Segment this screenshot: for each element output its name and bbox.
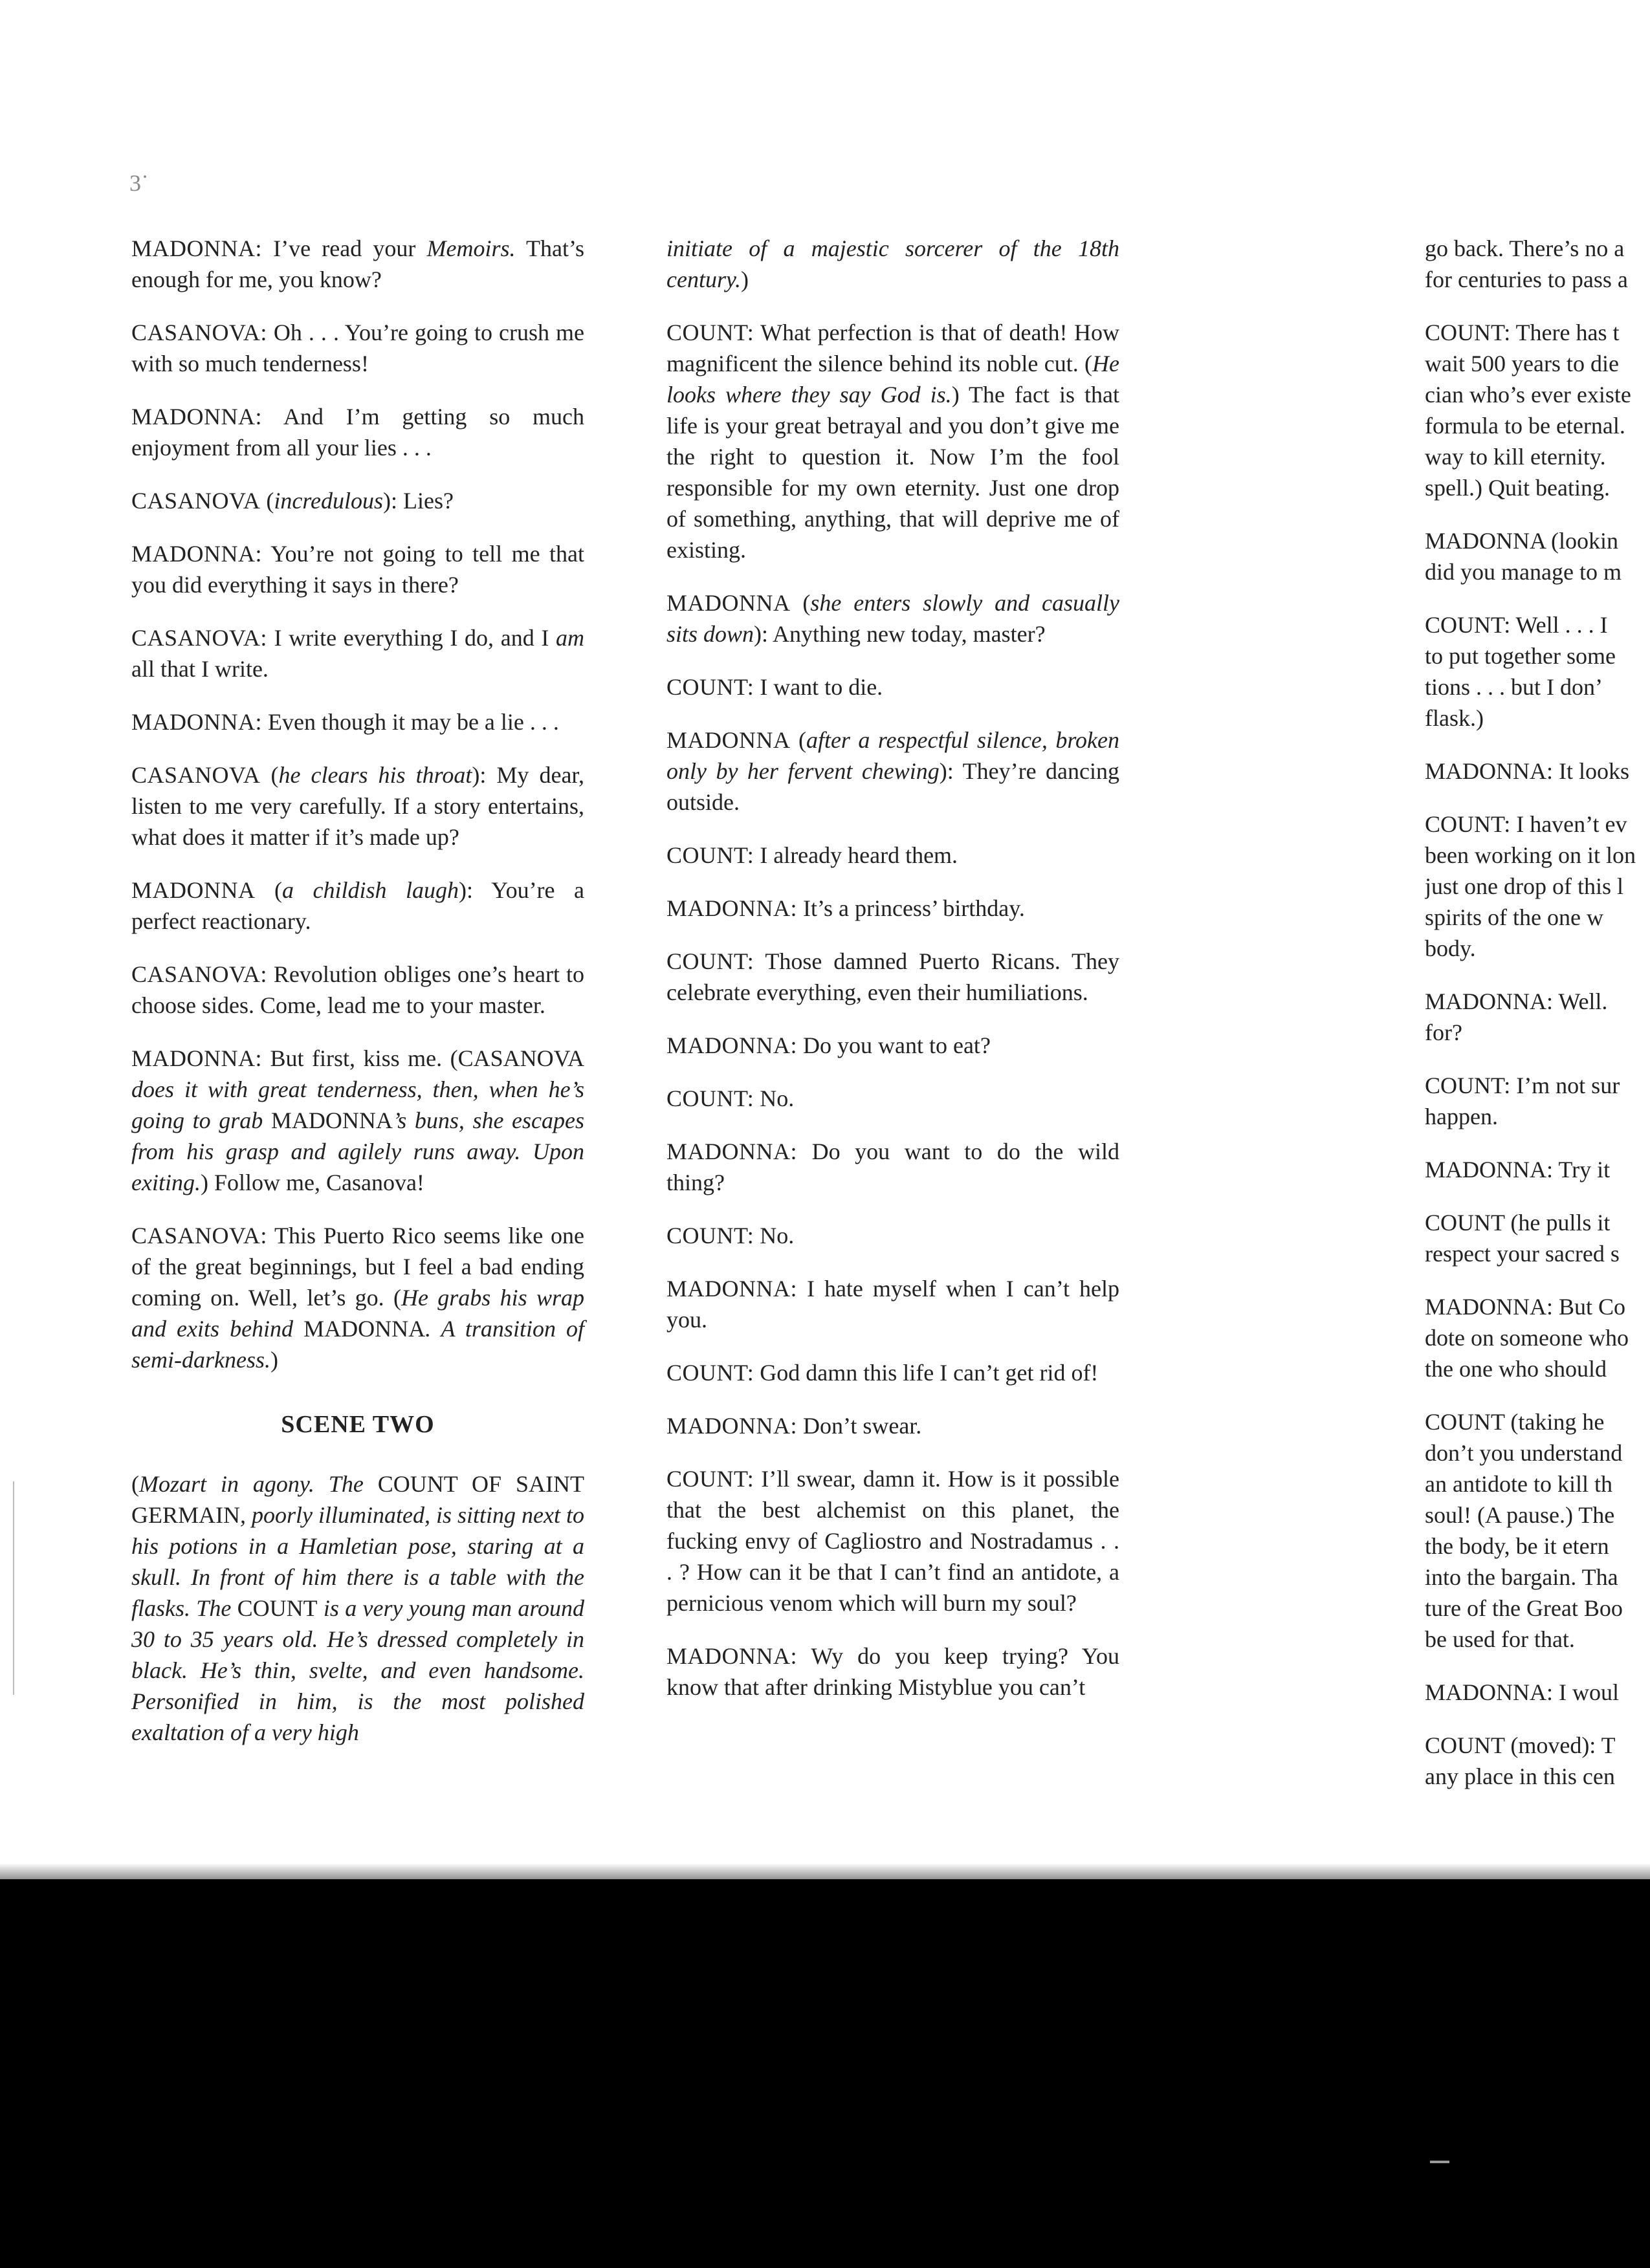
dialogue-text: Do you want to eat? — [797, 1032, 991, 1058]
dialogue-text: ) — [270, 1347, 278, 1373]
dialogue-text: And I’m getting so much enjoyment from all your lies . . . — [131, 404, 584, 461]
character-name: MADONNA — [270, 1107, 393, 1133]
dialogue-text: Revolution obliges one’s heart to choose sides. Come, lead me to your master. — [131, 961, 584, 1018]
cropped-paragraph — [1425, 609, 1650, 734]
text-line: be used for that. — [1425, 1626, 1575, 1652]
dialogue-text: Wy do you keep trying? You know that after drinking Mistyblue you can’t — [666, 1643, 1119, 1700]
dialogue-text: ( — [790, 727, 806, 753]
italic-text: am — [556, 625, 584, 651]
dialogue-text: all that I write. — [131, 656, 269, 682]
cropped-paragraph — [1425, 1291, 1650, 1384]
stage-direction: Mozart in agony. The — [139, 1471, 378, 1497]
dialogue-paragraph — [131, 759, 584, 853]
speaker-name: MADONNA: — [666, 1032, 797, 1058]
cropped-paragraph — [1425, 525, 1650, 587]
dialogue-paragraph — [131, 875, 584, 937]
speaker-name: CASANOVA: — [131, 1223, 267, 1248]
dialogue-text: ( — [790, 590, 811, 616]
stage-direction: she enters slowly and casually sits down — [666, 590, 1119, 647]
speaker-name: MADONNA: — [131, 709, 262, 735]
text-line: MADONNA: Try it — [1425, 1157, 1611, 1183]
speaker-name: COUNT: — [666, 1466, 754, 1492]
text-line: spell.) Quit beating. — [1425, 475, 1610, 501]
dialogue-paragraph — [666, 1357, 1119, 1388]
dialogue-paragraph — [666, 840, 1119, 871]
speaker-name: CASANOVA: — [131, 625, 267, 651]
middle-column — [666, 233, 1119, 1725]
stage-direction: , poorly illuminated, is sitting next to his potions in a Hamletian pose, staring at a skull. In front of him there is a table with the flasks. The — [131, 1502, 584, 1621]
speaker-name: MADONNA: — [666, 1276, 797, 1302]
dialogue-text: Do you want to do the wild thing? — [666, 1139, 1119, 1195]
page-number: 3˙ — [129, 170, 149, 196]
text-line: COUNT: I haven’t ev — [1425, 811, 1627, 837]
scanner-background — [0, 1879, 1650, 2268]
dialogue-paragraph — [666, 1273, 1119, 1335]
dialogue-text: ) — [740, 267, 749, 292]
speaker-name: MADONNA — [666, 590, 791, 616]
dialogue-text: Even though it may be a lie . . . — [262, 709, 559, 735]
dialogue-text: ): You’re a perfect reactionary. — [131, 877, 585, 934]
dialogue-text: ): Anything new today, master? — [754, 621, 1046, 647]
right-column-cropped — [1425, 233, 1650, 1814]
cropped-paragraph — [1425, 317, 1650, 503]
cropped-paragraph — [1425, 1207, 1650, 1269]
dialogue-text: God damn this life I can’t get rid of! — [754, 1360, 1099, 1386]
scene-heading: SCENE TWO — [281, 1411, 435, 1438]
speaker-name: CASANOVA — [131, 762, 261, 788]
text-line: to put together some — [1425, 643, 1616, 669]
speaker-name: COUNT: — [666, 1085, 754, 1111]
stage-direction: does it with great tenderness, then, when he’s going to grab — [131, 1076, 584, 1133]
dialogue-text: ( — [131, 1471, 139, 1497]
speaker-name: MADONNA: — [666, 1643, 797, 1669]
cropped-paragraph — [1425, 1677, 1650, 1708]
dialogue-text: ): They’re dancing outside. — [666, 758, 1119, 815]
dialogue-text: I hate myself when I can’t help you. — [666, 1276, 1119, 1333]
text-line: COUNT: Well . . . I — [1425, 612, 1608, 638]
dialogue-paragraph — [131, 317, 584, 379]
text-line: go back. There’s no a — [1425, 235, 1625, 261]
dialogue-text: You’re not going to tell me that you did everything it says in there? — [131, 541, 584, 598]
dialogue-text: ): Lies? — [383, 488, 454, 514]
cropped-paragraph — [1425, 1406, 1650, 1655]
dialogue-paragraph — [131, 1043, 584, 1198]
dialogue-paragraph — [666, 946, 1119, 1008]
dialogue-text: No. — [754, 1085, 795, 1111]
cropped-paragraph — [1425, 233, 1650, 295]
dialogue-paragraph — [666, 725, 1119, 818]
dialogue-text: This Puerto Rico seems like one of the great beginnings, but I feel a bad ending coming on. Well, let’s go. ( — [131, 1223, 584, 1311]
text-line: into the bargain. Tha — [1425, 1564, 1618, 1590]
dialogue-text: ( — [260, 488, 274, 514]
text-line: don’t you understand — [1425, 1440, 1623, 1466]
dialogue-text: ) The fact is that life is your great betrayal and you don’t give me the right to question it. Now I’m the fool responsible for my own eternity. Just one drop of something, anything, that will deprive me of existing. — [666, 382, 1120, 563]
text-line: formula to be eternal. — [1425, 413, 1625, 439]
dialogue-paragraph — [666, 1220, 1119, 1251]
dialogue-paragraph — [666, 1463, 1119, 1619]
stage-direction: incredulous — [274, 488, 384, 514]
cropped-paragraph — [1425, 986, 1650, 1048]
dialogue-text: But first, kiss me. ( — [262, 1045, 458, 1071]
cropped-paragraph — [1425, 809, 1650, 964]
dialogue-paragraph — [131, 538, 584, 600]
dialogue-text: What perfection is that of death! How magnificent the silence behind its noble cut. ( — [666, 320, 1119, 376]
dialogue-paragraph — [666, 1030, 1119, 1061]
stage-direction-paragraph — [131, 1468, 584, 1748]
speaker-name: COUNT: — [666, 1360, 754, 1386]
text-line: just one drop of this l — [1425, 873, 1623, 899]
text-line: soul! (A pause.) The — [1425, 1502, 1615, 1528]
text-line: MADONNA: It looks — [1425, 758, 1630, 784]
cropped-paragraph — [1425, 1070, 1650, 1132]
text-line: dote on someone who — [1425, 1325, 1629, 1351]
dialogue-paragraph — [666, 1641, 1119, 1703]
text-line: respect your sacred s — [1425, 1241, 1620, 1267]
dialogue-text: ( — [260, 762, 279, 788]
text-line: wait 500 years to die — [1425, 351, 1619, 376]
dialogue-paragraph — [131, 706, 584, 737]
speaker-name: COUNT: — [666, 842, 754, 868]
stage-direction: initiate of a majestic sorcerer of the 18th century. — [666, 235, 1119, 292]
speaker-name: COUNT: — [666, 674, 754, 700]
stage-direction: a childish laugh — [282, 877, 459, 903]
speaker-name: CASANOVA: — [131, 961, 267, 987]
text-line: the body, be it etern — [1425, 1533, 1609, 1559]
italic-text: Memoirs. — [426, 235, 516, 261]
text-line: been working on it lon — [1425, 842, 1636, 868]
speaker-name: MADONNA: — [131, 541, 262, 567]
dialogue-paragraph — [131, 485, 584, 516]
dialogue-text: I already heard them. — [754, 842, 958, 868]
stage-direction: ’s buns, she escapes from his grasp and agilely runs away. Upon exiting. — [131, 1107, 585, 1195]
text-line: spirits of the one w — [1425, 904, 1603, 930]
dialogue-paragraph — [131, 233, 584, 295]
text-line: an antidote to kill th — [1425, 1471, 1612, 1497]
character-name: COUNT OF SAINT GERMAIN — [131, 1471, 584, 1528]
speaker-name: MADONNA: — [131, 1045, 262, 1071]
character-name: COUNT — [237, 1595, 318, 1621]
scan-artifact-mark — [1430, 2161, 1449, 2163]
stage-direction: . A transition of semi-darkness. — [131, 1316, 585, 1373]
text-line: any place in this cen — [1425, 1763, 1615, 1789]
text-line: COUNT (moved): T — [1425, 1732, 1616, 1758]
cropped-paragraph — [1425, 1154, 1650, 1185]
stage-direction: after a respectful silence, broken only by her fervent chewing — [666, 727, 1119, 784]
cropped-paragraph — [1425, 1730, 1650, 1792]
speaker-name: COUNT: — [666, 320, 754, 345]
dialogue-text: I write everything I do, and I — [267, 625, 556, 651]
dialogue-paragraph — [131, 401, 584, 463]
dialogue-paragraph — [666, 671, 1119, 703]
dialogue-text: I’ve read your — [262, 235, 427, 261]
text-line: happen. — [1425, 1104, 1498, 1129]
dialogue-text: I’ll swear, damn it. How is it possible that the best alchemist on this planet, the fucking envy of Cagliostro and Nostradamus . . . ? How can it be that I can’t find an antidote, a pernicious venom which will burn my soul? — [666, 1466, 1119, 1616]
stage-direction: He grabs his wrap and exits behind — [131, 1285, 584, 1342]
speaker-name: MADONNA: — [666, 895, 797, 921]
speaker-name: COUNT: — [666, 1223, 754, 1248]
text-line: way to kill eternity. — [1425, 444, 1606, 470]
speaker-name: MADONNA: — [666, 1413, 797, 1439]
dialogue-paragraph — [666, 317, 1119, 565]
speaker-name: MADONNA — [666, 727, 791, 753]
text-line: MADONNA: But Co — [1425, 1294, 1626, 1320]
stage-direction: is a very young man around 30 to 35 years old. He’s dressed completely in black. He’s thin, svelte, and even handsome. Personified in him, is the most polished exaltation of a very high — [131, 1595, 584, 1745]
stage-direction: he clears his throat — [278, 762, 472, 788]
dialogue-paragraph — [666, 1136, 1119, 1198]
dialogue-text: No. — [754, 1223, 795, 1248]
text-line: COUNT: There has t — [1425, 320, 1620, 345]
stage-direction-paragraph — [666, 233, 1119, 295]
dialogue-paragraph — [666, 1083, 1119, 1114]
dialogue-text: ) Follow me, Casanova! — [200, 1170, 424, 1195]
character-name: MADONNA — [303, 1316, 426, 1342]
dialogue-text: I want to die. — [754, 674, 883, 700]
speaker-name: COUNT: — [666, 948, 754, 974]
left-column — [131, 233, 584, 1770]
dialogue-text: Those damned Puerto Ricans. They celebrate everything, even their humiliations. — [666, 948, 1119, 1005]
text-line: flask.) — [1425, 705, 1484, 731]
speaker-name: MADONNA: — [666, 1139, 797, 1164]
speaker-name: MADONNA: — [131, 235, 262, 261]
speaker-name: CASANOVA: — [131, 320, 267, 345]
text-line: ture of the Great Boo — [1425, 1595, 1623, 1621]
dialogue-paragraph — [131, 1220, 584, 1375]
speaker-name: CASANOVA — [131, 488, 261, 514]
speaker-name: MADONNA — [131, 877, 256, 903]
text-line: body. — [1425, 935, 1476, 961]
text-line: COUNT: I’m not sur — [1425, 1073, 1620, 1098]
dialogue-text: ( — [255, 877, 282, 903]
text-line: for centuries to pass a — [1425, 267, 1628, 292]
dialogue-paragraph — [131, 622, 584, 684]
dialogue-text: Oh . . . You’re going to crush me with so much tenderness! — [131, 320, 584, 376]
text-line: MADONNA: Well. — [1425, 988, 1608, 1014]
text-line: COUNT (he pulls it — [1425, 1210, 1611, 1236]
scan-artifact-line — [13, 1481, 14, 1695]
dialogue-paragraph — [666, 587, 1119, 649]
dialogue-paragraph — [666, 1410, 1119, 1441]
cropped-paragraph — [1425, 756, 1650, 787]
dialogue-paragraph — [131, 959, 584, 1021]
text-line: the one who should — [1425, 1356, 1607, 1382]
text-line: tions . . . but I don’ — [1425, 674, 1603, 700]
text-line: MADONNA (lookin — [1425, 528, 1619, 554]
text-line: did you manage to m — [1425, 559, 1622, 585]
text-line: MADONNA: I woul — [1425, 1679, 1619, 1705]
speaker-name: MADONNA: — [131, 404, 262, 430]
dialogue-text: ): My dear, listen to me very carefully. If a story entertains, what does it matter if it’s made up? — [131, 762, 584, 850]
character-name: CASANOVA — [457, 1045, 584, 1071]
text-line: COUNT (taking he — [1425, 1409, 1605, 1435]
dialogue-paragraph — [666, 893, 1119, 924]
dialogue-text: That’s enough for me, you know? — [131, 235, 585, 292]
text-line: cian who’s ever existe — [1425, 382, 1631, 408]
stage-direction: He looks where they say God is. — [666, 351, 1119, 408]
text-line: for? — [1425, 1020, 1462, 1045]
dialogue-text: Don’t swear. — [797, 1413, 922, 1439]
dialogue-text: It’s a princess’ birthday. — [797, 895, 1025, 921]
